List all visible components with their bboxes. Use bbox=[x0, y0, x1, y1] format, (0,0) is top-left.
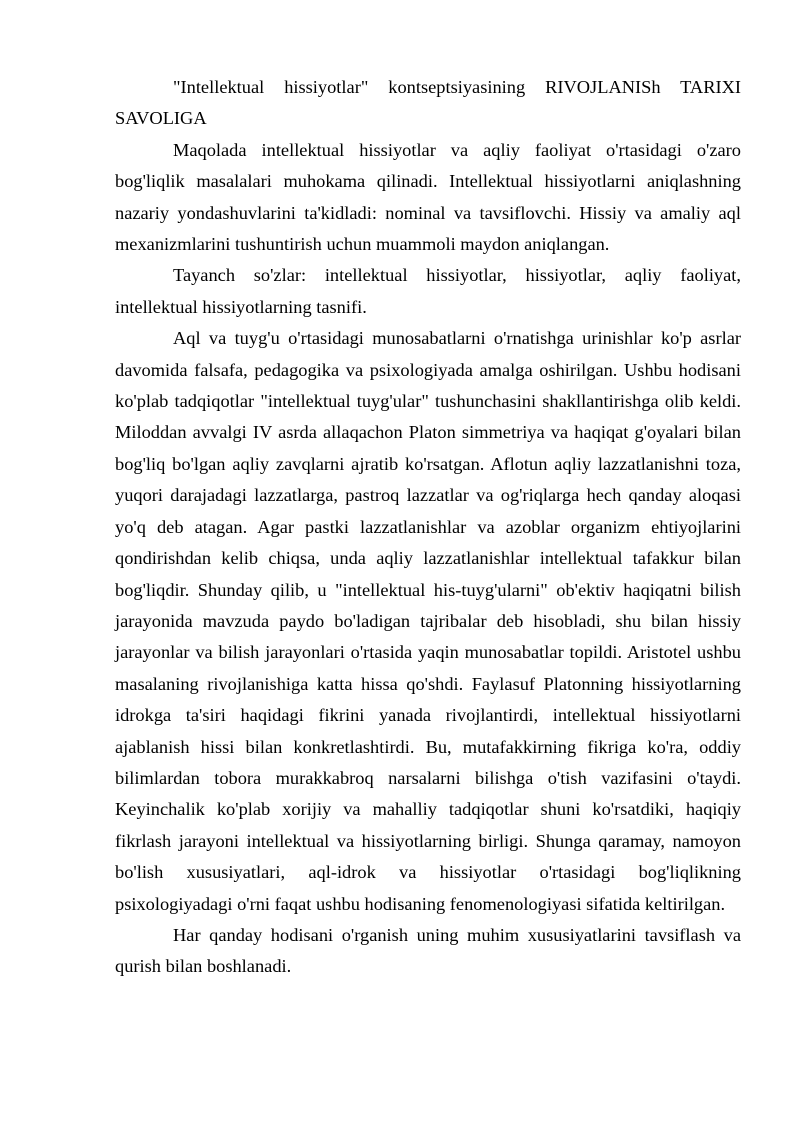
abstract-paragraph: Maqolada intellektual hissiyotlar va aqliy faoliyat o'rtasidagi o'zaro bog'liqlik masalalari muhokama qilinadi. Intellektual hissiyotlarni aniqlashning nazariy yondashuvlarini ta'kidladi: nominal va tavsiflovchi. Hissiy va amaliy aql mexanizmlarini tushuntirish uchun muammoli maydon aniqlangan. bbox=[115, 139, 741, 255]
keywords-paragraph: Tayanch so'zlar: intellektual hissiyotlar, hissiyotlar, aqliy faoliyat, intellektual hissiyotlarning tasnifi. bbox=[115, 265, 741, 317]
body-paragraph: Aql va tuyg'u o'rtasidagi munosabatlarni o'rnatishga urinishlar ko'p asrlar davomida falsafa, pedagogika va psixologiyada amalga oshirilgan. Ushbu hodisani ko'plab tadqiqotlar "intellektual tuyg'ular" tushunchasini shakllantirishga olib keldi. Miloddan avvalgi IV asrda allaqachon Platon simmetriya va haqiqat g'oyalari bilan bog'liq bo'lgan aqliy zavqlarni ajratib ko'rsatgan. Aflotun aqliy lazzatlanishni toza, yuqori darajadagi lazzatlarga, pastroq lazzatlar va og'riqlarga hech qanday aloqasi yo'q deb atagan. Agar pastki lazzatlanishlar va azoblar organizm ehtiyojlarini qondirishdan kelib chiqsa, unda aqliy lazzatlanishlar intellektual tafakkur bilan bog'liqdir. Shunday qilib, u "intellektual his-tuyg'ularni" ob'ektiv haqiqatni bilish jarayonida mavzuda paydo bo'ladigan tajribalar deb hisobladi, shu bilan hissiy jarayonlar va bilish jarayonlari o'rtasida yaqin munosabatlar topildi. Aristotel ushbu masalaning rivojlanishiga katta hissa qo'shdi. Faylasuf Platonning hissiyotlarning idrokga ta'siri haqidagi fikrini yanada rivojlantirdi, intellektual hissiyotlarni ajablanish hissi bilan konkretlashtirdi. Bu, mutafakkirning fikriga ko'ra, oddiy bilimlardan tobora murakkabroq narsalarni bilishga o'tish vazifasini o'taydi. Keyinchalik ko'plab xorijiy va mahalliy tadqiqotlar shuni ko'rsatdiki, haqiqiy fikrlash jarayoni intellektual va hissiyotlarning birligi. Shunga qaramay, namoyon bo'lish xususiyatlari, aql-idrok va hissiyotlar o'rtasidagi bog'liqlikning psixologiyadagi o'rni faqat ushbu hodisaning fenomenologiyasi sifatida keltirilgan. bbox=[115, 328, 741, 914]
document-page bbox=[115, 72, 741, 983]
article-title: "Intellektual hissiyotlar" kontseptsiyasining RIVOJLANISh TARIXI SAVOLIGA bbox=[115, 77, 741, 129]
body-paragraph-closing: Har qanday hodisani o'rganish uning muhim xususiyatlarini tavsiflash va qurish bilan boshlanadi. bbox=[115, 924, 741, 977]
